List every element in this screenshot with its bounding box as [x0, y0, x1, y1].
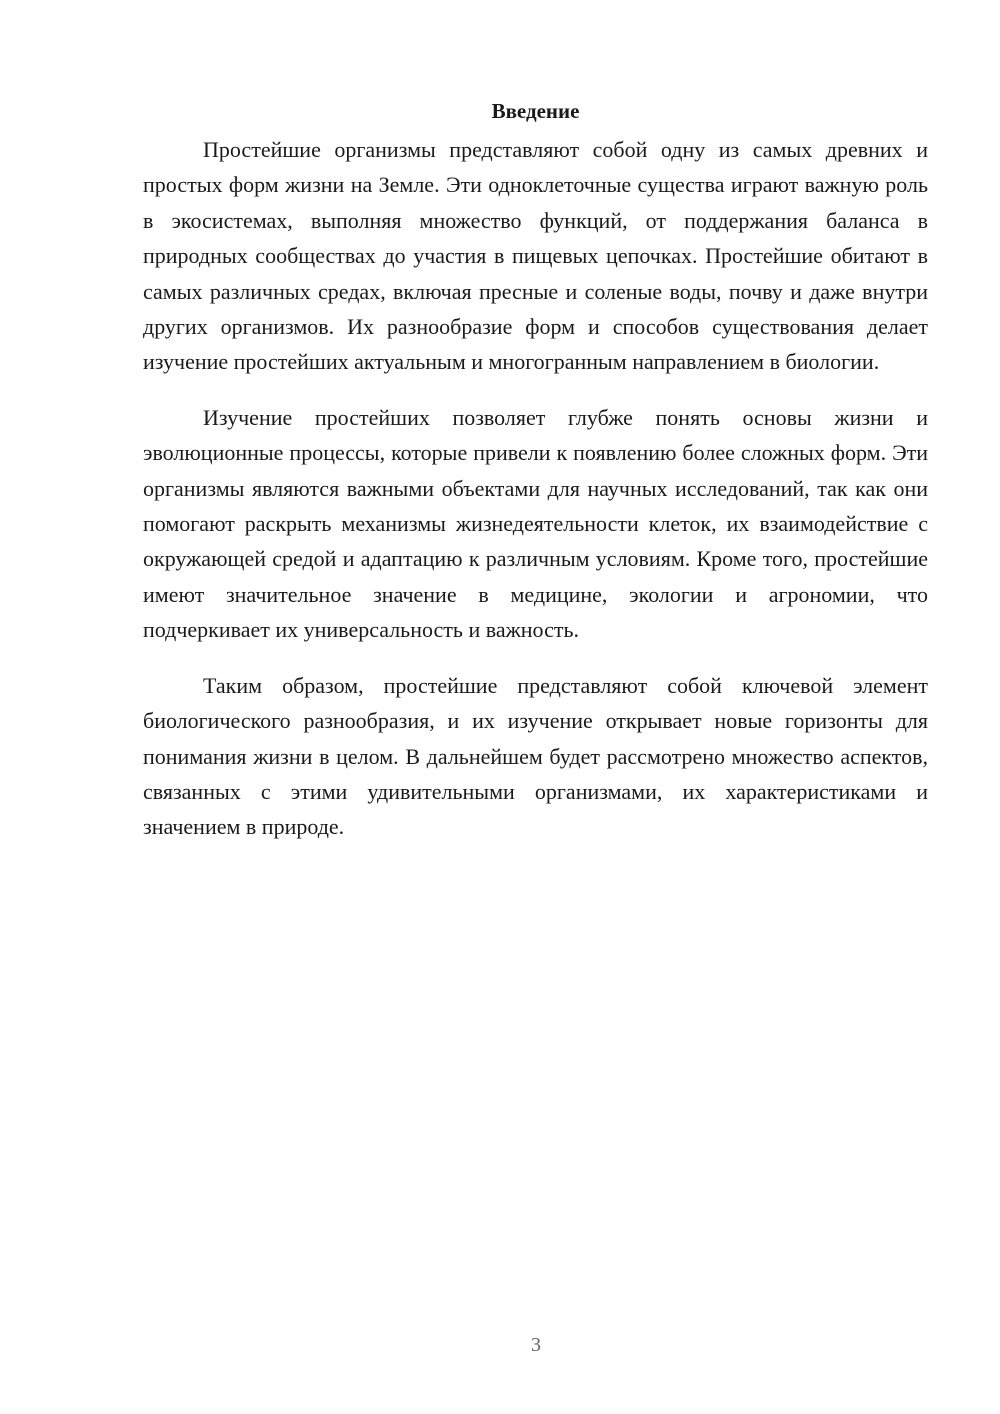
paragraph-3: Таким образом, простейшие представляют собой ключевой элемент биологического разнообразия, и их изучение открывает новые горизонты для понимания жизни в целом. В дальнейшем будет рассмотрено множество аспектов, связанных с этими удивительными организмами, их характеристиками и значением в природе.	[143, 672, 928, 840]
page-content	[143, 96, 928, 865]
section-heading: Введение	[491, 99, 580, 123]
paragraph-2: Изучение простейших позволяет глубже понять основы жизни и эволюционные процессы, которые привели к появлению более сложных форм. Эти организмы являются важными объектами для научных исследований, так как они помогают раскрыть механизмы жизнедеятельности клеток, их взаимодействие с окружающей средой и адаптацию к различным условиям. Кроме того, простейшие имеют значительное значение в медицине, экологии и агрономии, что подчеркивает их универсальность и важность.	[143, 404, 928, 643]
paragraph-1: Простейшие организмы представляют собой одну из самых древних и простых форм жизни на Земле. Эти одноклеточные существа играют важную роль в экосистемах, выполняя множество функций, от поддержания баланса в природных сообществах до участия в пищевых цепочках. Простейшие обитают в самых различных средах, включая пресные и соленые воды, почву и даже внутри других организмов. Их разнообразие форм и способов существования делает изучение простейших актуальным и многогранным направлением в биологии.	[143, 137, 928, 375]
page-number: 3	[531, 1334, 541, 1356]
